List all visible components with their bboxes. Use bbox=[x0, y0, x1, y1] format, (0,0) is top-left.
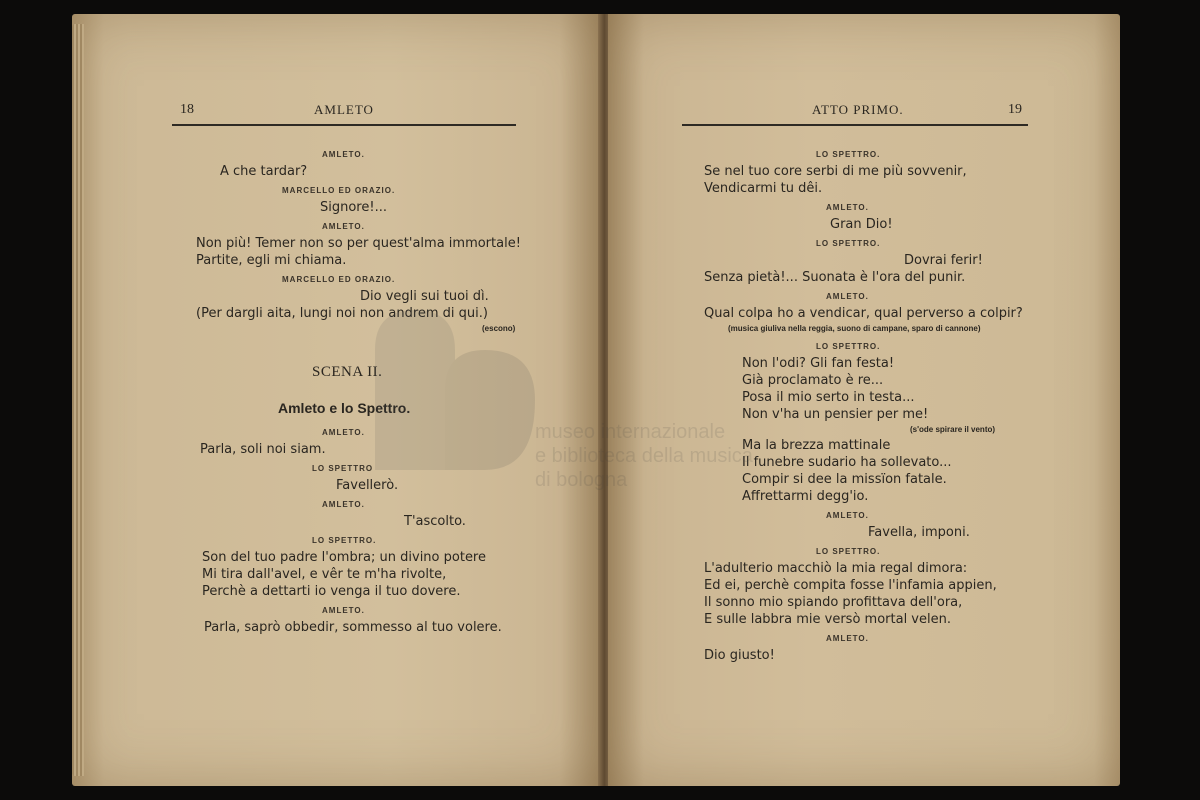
verse-line: Son del tuo padre l'ombra; un divino potere bbox=[202, 550, 486, 565]
scene-cast: Amleto e lo Spettro. bbox=[278, 400, 411, 416]
verse-line: Vendicarmi tu dêi. bbox=[704, 181, 823, 196]
speaker-label: LO SPETTRO bbox=[312, 464, 374, 473]
speaker-label: AMLETO. bbox=[322, 500, 365, 509]
verse-line: Favellerò. bbox=[336, 478, 399, 493]
verse-line: Non l'odi? Gli fan festa! bbox=[742, 356, 895, 371]
verse-line: Il funebre sudario ha sollevato... bbox=[742, 455, 952, 470]
verse-line: Dio vegli sui tuoi dì. bbox=[360, 289, 489, 304]
verse-line: E sulle labbra mie versò mortal velen. bbox=[704, 612, 951, 627]
stage-direction: (s'ode spirare il vento) bbox=[910, 425, 996, 434]
running-head-right: ATTO PRIMO. bbox=[812, 102, 904, 117]
verse-line: Partite, egli mi chiama. bbox=[196, 253, 347, 268]
verse-line: T'ascolto. bbox=[404, 514, 466, 529]
verse-line: Compir si dee la missïon fatale. bbox=[742, 472, 947, 487]
verse-line: Il sonno mio spiando profittava dell'ora, bbox=[704, 595, 963, 610]
running-head-left: AMLETO bbox=[314, 102, 374, 117]
verse-line: Non v'ha un pensier per me! bbox=[742, 407, 929, 422]
verse-line: Signore!... bbox=[320, 200, 387, 215]
verse-line: Mi tira dall'avel, e vêr te m'ha rivolte, bbox=[202, 567, 447, 582]
speaker-label: AMLETO. bbox=[322, 606, 365, 615]
scene-heading: SCENA II. bbox=[312, 364, 383, 380]
verse-line: Parla, soli noi siam. bbox=[200, 442, 326, 457]
verse-line: Perchè a dettarti io venga il tuo dovere. bbox=[202, 584, 461, 599]
watermark-line: di bologna bbox=[535, 469, 628, 491]
speaker-label: AMLETO. bbox=[826, 634, 869, 643]
watermark-line: e biblioteca della musica bbox=[535, 445, 753, 467]
speaker-label: AMLETO. bbox=[826, 292, 869, 301]
speaker-label: AMLETO. bbox=[322, 428, 365, 437]
speaker-label: LO SPETTRO. bbox=[816, 547, 881, 556]
library-watermark bbox=[365, 290, 753, 510]
speaker-label: AMLETO. bbox=[322, 150, 365, 159]
verse-line: Qual colpa ho a vendicar, qual perverso a colpir? bbox=[704, 306, 1023, 321]
watermark-text bbox=[535, 420, 753, 492]
page-edges bbox=[72, 24, 84, 776]
verse-line: Affrettarmi degg'io. bbox=[742, 489, 869, 504]
verse-line: Gran Dio! bbox=[830, 217, 893, 232]
speaker-label: LO SPETTRO. bbox=[816, 239, 881, 248]
speaker-label: AMLETO. bbox=[826, 203, 869, 212]
speaker-label: LO SPETTRO. bbox=[816, 150, 881, 159]
header-rule-left bbox=[172, 124, 516, 126]
verse-line: Già proclamato è re... bbox=[742, 373, 884, 388]
page-number-left: 18 bbox=[180, 102, 194, 117]
stage-direction: (escono) bbox=[482, 324, 516, 333]
speaker-label: MARCELLO ED ORAZIO. bbox=[282, 186, 396, 195]
verse-line: Parla, saprò obbedir, sommesso al tuo volere. bbox=[204, 620, 502, 635]
verse-line: Dio giusto! bbox=[704, 648, 775, 663]
verse-line: Ma la brezza mattinale bbox=[742, 438, 891, 453]
page-number-right: 19 bbox=[1008, 102, 1022, 117]
speaker-label: AMLETO. bbox=[322, 222, 365, 231]
speaker-label: LO SPETTRO. bbox=[312, 536, 377, 545]
speaker-label: AMLETO. bbox=[826, 511, 869, 520]
verse-line: A che tardar? bbox=[220, 164, 308, 179]
verse-line: Se nel tuo core serbi di me più sovvenir, bbox=[704, 164, 967, 179]
watermark-line: museo internazionale bbox=[535, 421, 726, 443]
stage-direction: (musica giuliva nella reggia, suono di campane, sparo di cannone) bbox=[728, 324, 981, 333]
speaker-label: MARCELLO ED ORAZIO. bbox=[282, 275, 396, 284]
verse-line: L'adulterio macchiò la mia regal dimora: bbox=[704, 561, 968, 576]
speaker-label: LO SPETTRO. bbox=[816, 342, 881, 351]
header-rule-right bbox=[682, 124, 1028, 126]
text-column-right bbox=[676, 144, 1056, 664]
verse-line: (Per dargli aita, lungi noi non andrem di qui.) bbox=[196, 306, 488, 321]
verse-line: Ed ei, perchè compita fosse l'infamia appien, bbox=[704, 578, 997, 593]
verse-line: Dovrai ferir! bbox=[904, 253, 983, 268]
verse-line: Favella, imponi. bbox=[868, 525, 970, 540]
verse-line: Non più! Temer non so per quest'alma immortale! bbox=[196, 236, 521, 251]
verse-line: Senza pietà!... Suonata è l'ora del punir. bbox=[704, 270, 966, 285]
verse-line: Posa il mio serto in testa... bbox=[742, 390, 915, 405]
